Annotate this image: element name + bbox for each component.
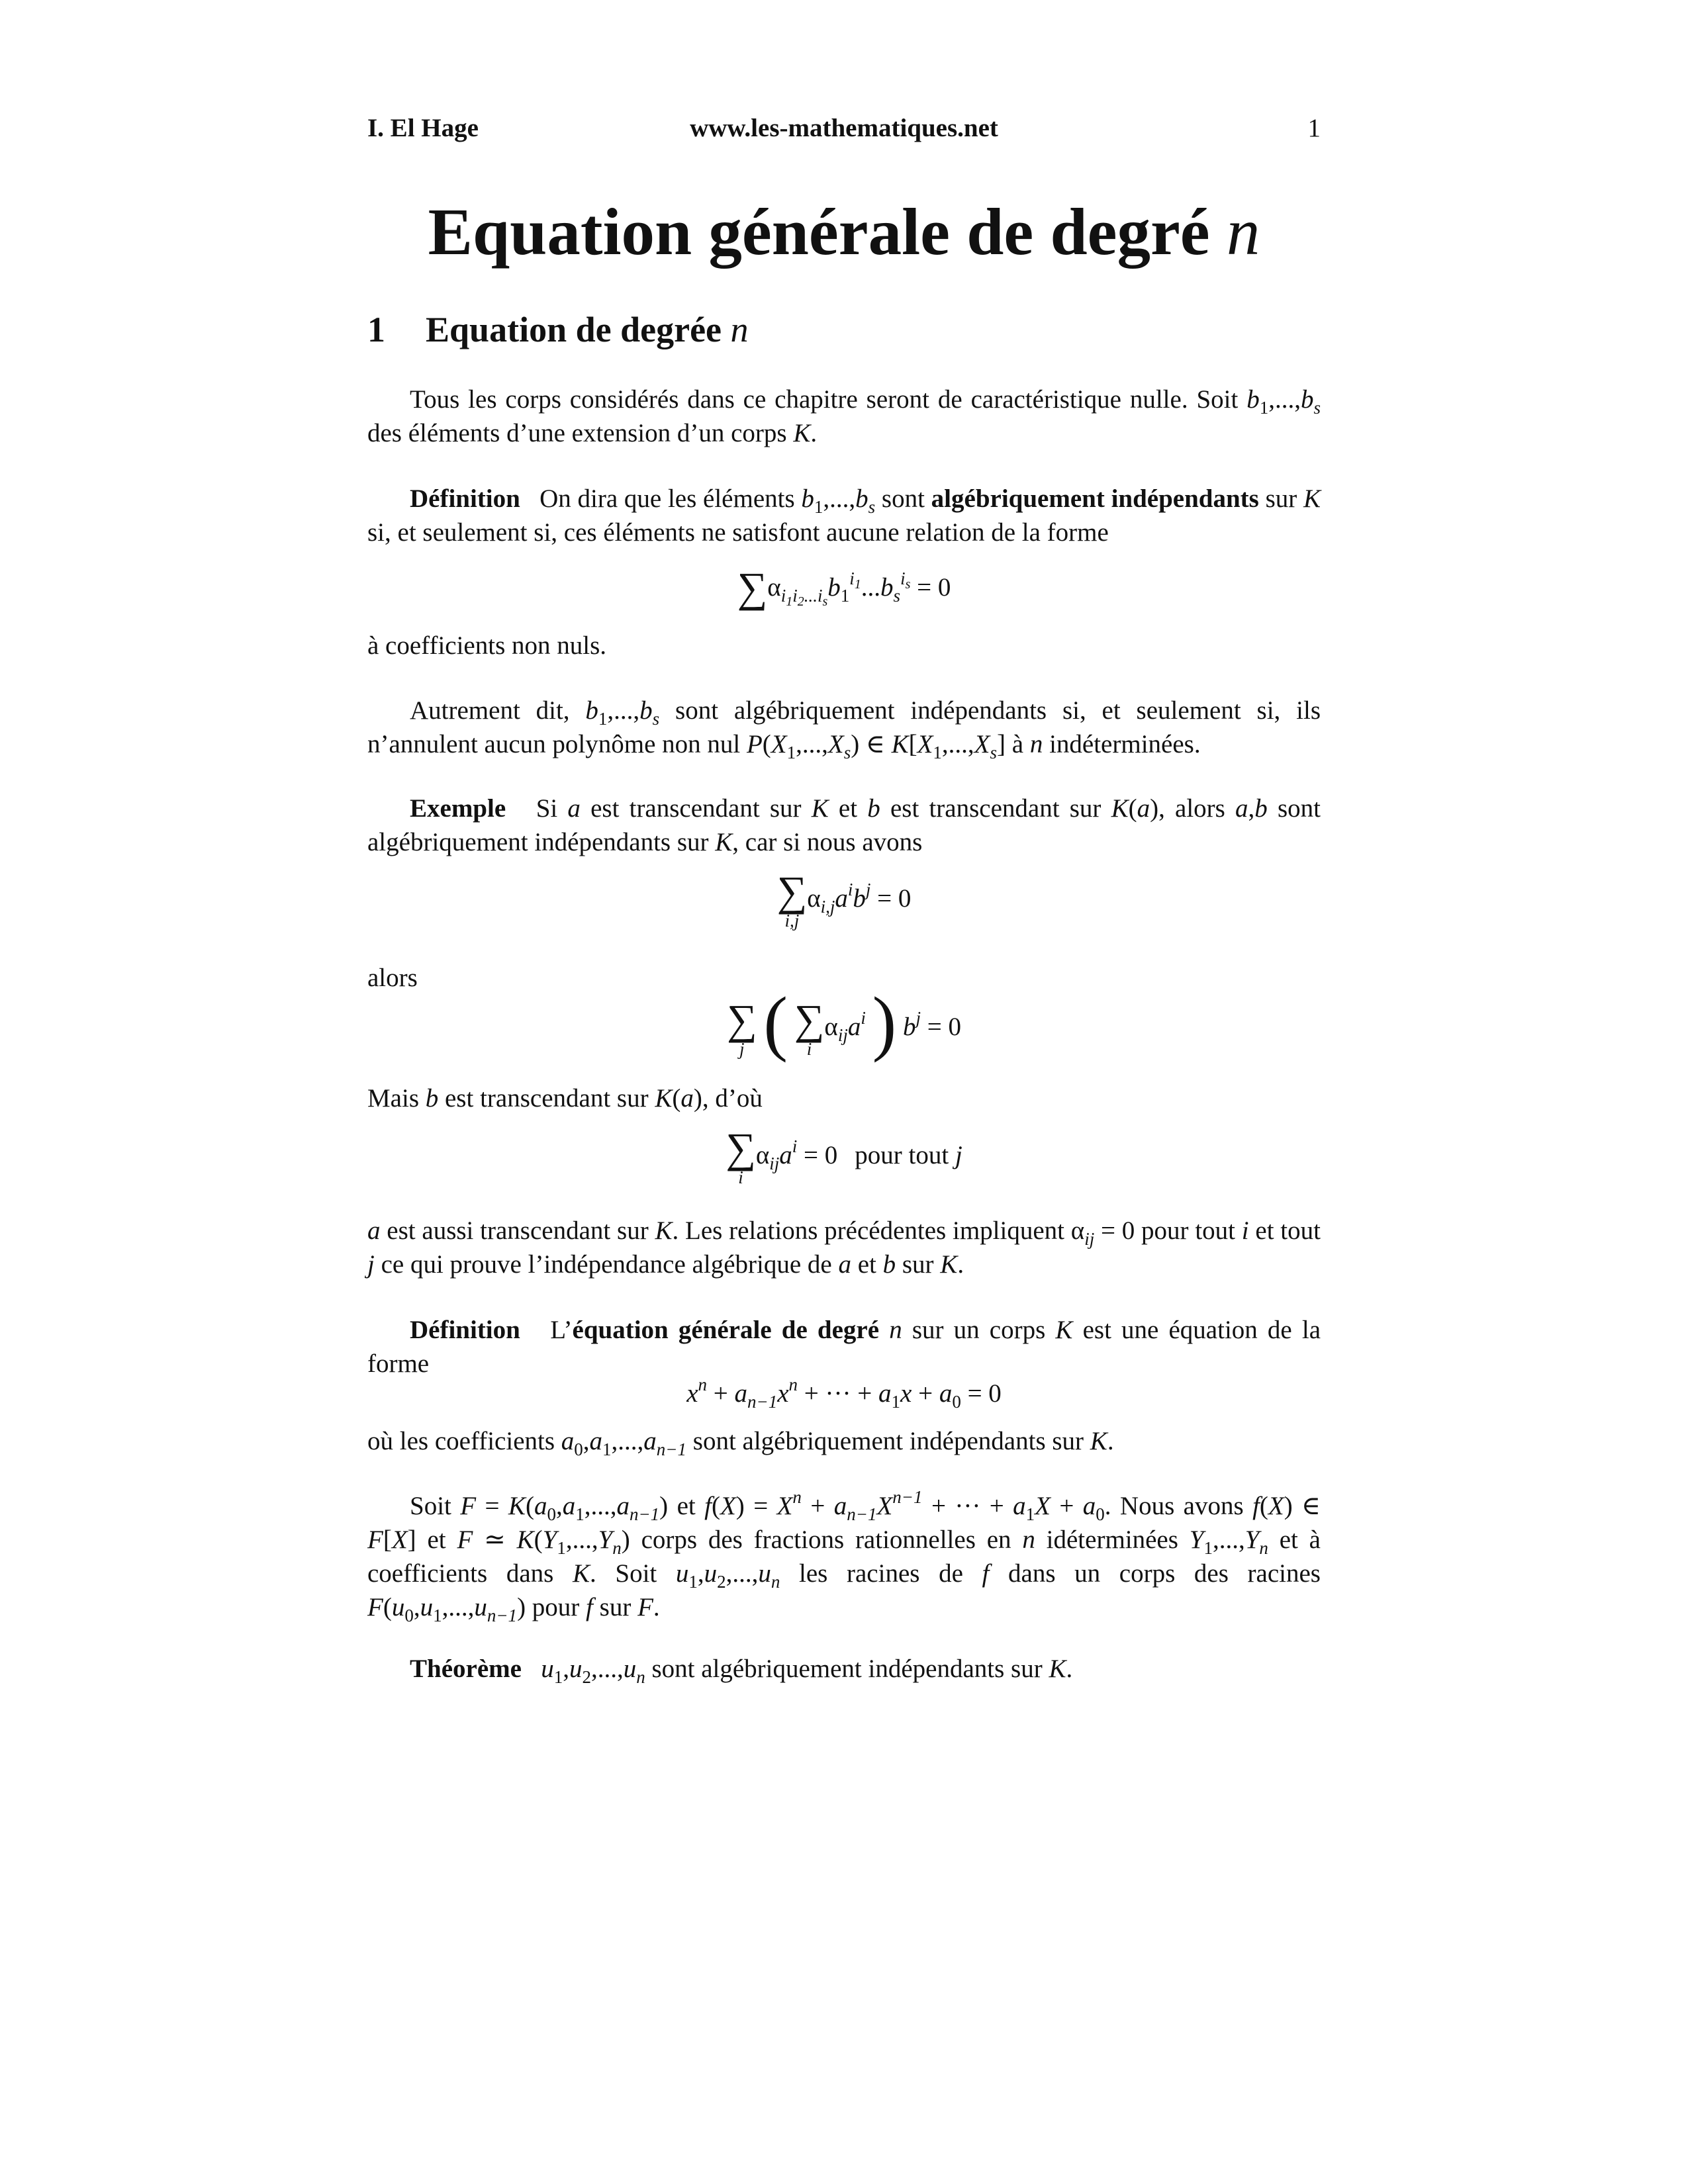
header-author: I. El Hage: [367, 114, 479, 142]
equation-5: $x^n + a_{n-1}x^n$ + ··· + $a_1x + a_0 = 0$: [686, 1375, 1002, 1412]
equation-4: ∑ i $\alpha_{ij}a^i = 0$ pour tout j: [726, 1124, 962, 1187]
mais-paragraph: Mais b est transcendant sur K(a), d’où: [367, 1084, 763, 1113]
section-number: 1: [367, 310, 385, 349]
pour-tout-text: pour tout: [855, 1141, 949, 1169]
definition-2: Définition L’équation générale de degré n sur un corps K est une équation de la forme: [367, 1316, 1321, 1378]
intro-paragraph: Tous les corps considérés dans ce chapitre seront de caractéristique nulle. Soit $b_1,...,b_s$ des éléments d’une extension d’un corps K.: [367, 385, 1321, 447]
example-paragraph: Exemple Si a est transcendant sur K et b est transcendant sur K(a), alors a,b sont algébriquement indépendants sur K, car si nous avons: [367, 794, 1321, 856]
definition-1-label: Définition: [410, 484, 520, 513]
header-page-number: 1: [1307, 114, 1321, 142]
theorem-label: Théorème: [410, 1655, 522, 1683]
definition-2-after: où les coefficients $a_0,a_1,...,a_{n-1}$ sont algébriquement indépendants sur K.: [367, 1427, 1114, 1459]
equation-3: ∑ j ( ∑ i $\alpha_{ij}a^i$ ) $b^j = 0$: [726, 982, 961, 1063]
example-label: Exemple: [410, 794, 506, 823]
remark-paragraph: Autrement dit, $b_1,...,b_s$ sont algébriquement indépendants si, et seulement si, ils n’annulent aucun polynôme non nul $P(X_1,...,X_s)$ ∈ $K[X_1,...,X_s]$ à n indéterminées.: [367, 696, 1321, 762]
document-title: Equation générale de degré n: [428, 195, 1260, 269]
equation-1: $\sum\alpha_{i_1i_2...i_s}b_1^{i_1}...b_s^{i_s} = 0$: [737, 564, 951, 611]
equation-2: ∑ i,j $\alpha_{i,j}a^ib^j = 0$: [776, 868, 912, 931]
example-conclusion: a est aussi transcendant sur K. Les relations précédentes impliquent $\alpha_{ij} = 0$ pour tout i et tout j ce qui prouve l’indépendance algébrique de a et b sur K.: [367, 1216, 1321, 1279]
alors-text: alors: [367, 964, 418, 992]
running-header: [367, 111, 1321, 148]
definition-2-label: Définition: [410, 1316, 520, 1344]
document-page: [367, 0, 1321, 2184]
definition-1-after: à coefficients non nuls.: [367, 631, 607, 660]
theorem-paragraph: Théorème $u_1,u_2,...,u_n$ sont algébriquement indépendants sur K.: [410, 1655, 1073, 1687]
section-heading: 1 Equation de degrée n: [367, 310, 749, 349]
definition-1: Définition On dira que les éléments $b_1,...,b_s$ sont algébriquement indépendants sur K si, et seulement si, ces éléments ne satisfont aucune relation de la forme: [367, 484, 1321, 547]
header-url[interactable]: www.les-mathematiques.net: [690, 114, 998, 142]
soit-paragraph: Soit $F = K(a_0,a_1,...,a_{n-1})$ et $f(X) = X^n + a_{n-1}X^{n-1}$ + ··· + $a_1X + a_0$. Nous avons f(X) ∈ F[X] et F ≃ $K(Y_1,...,Y_n)$ corps des fractions rationnelles en n idéterminées $Y_1,...,Y_n$ et à coefficients dans K. Soit $u_1,u_2,...,u_n$ les racines de f dans un corps des racines $F(u_0,u_1,...,u_{n-1})$ pour f sur F.: [367, 1487, 1321, 1625]
